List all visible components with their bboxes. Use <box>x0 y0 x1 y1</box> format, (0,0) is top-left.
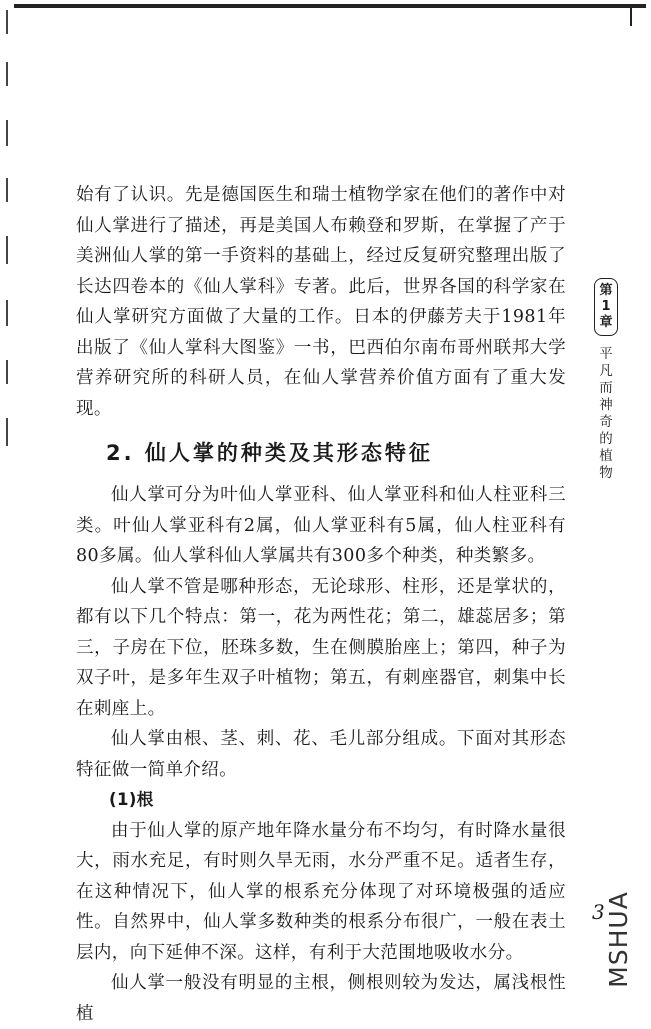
margin-tick <box>6 418 8 446</box>
section-paragraph-2: 仙人掌不管是哪种形态，无论球形、柱形，还是掌状的，都有以下几个特点：第一，花为两性花；第二，雄蕊居多；第三，子房在下位，胚珠多数，生在侧膜胎座上；第四，种子为双子叶，是多年生双子叶植物；第五，有刺座器官，刺集中长在刺座上。 <box>76 576 566 719</box>
margin-tick <box>6 120 8 146</box>
section-heading: 2. 仙人掌的种类及其形态特征 <box>106 441 433 465</box>
chapter-title-char: 物 <box>599 465 613 481</box>
chapter-title-char: 植 <box>599 448 613 464</box>
margin-tick <box>6 360 8 384</box>
watermark-text: MSHUA <box>603 890 633 988</box>
chapter-label-char: 1 <box>601 299 611 314</box>
chapter-title-char: 奇 <box>599 414 613 430</box>
subsection-heading: (1)根 <box>109 790 154 809</box>
chapter-label-box <box>594 278 618 336</box>
chapter-title-char: 而 <box>599 380 613 396</box>
chapter-label-char: 章 <box>599 315 613 330</box>
subsection-paragraph-2: 仙人掌一般没有明显的主根，侧根则较为发达，属浅根性植 <box>76 973 566 1024</box>
page-body <box>76 180 566 1029</box>
margin-tick <box>6 300 8 326</box>
chapter-title-char: 平 <box>599 346 613 362</box>
margin-tick <box>6 236 8 264</box>
top-rule-corner <box>630 4 632 26</box>
chapter-title <box>599 346 613 482</box>
section-paragraph-1: 仙人掌可分为叶仙人掌亚科、仙人掌亚科和仙人柱亚科三类。叶仙人掌亚科有2属，仙人掌亚科有5属，仙人柱亚科有80多属。仙人掌科仙人掌属共有300多个种类，种类繁多。 <box>76 485 566 566</box>
subsection-paragraph-1: 由于仙人掌的原产地年降水量分布不均匀，有时降水量很大，雨水充足，有时则久旱无雨，水分严重不足。适者生存，在这种情况下，仙人掌的根系充分体现了对环境极强的适应性。自然界中，仙人掌多数种类的根系分布很广，一般在表土层内，向下延伸不深。这样，有利于大范围地吸收水分。 <box>76 820 566 963</box>
chapter-tab <box>592 278 620 482</box>
intro-paragraph: 始有了认识。先是德国医生和瑞士植物学家在他们的著作中对仙人掌进行了描述，再是美国人布赖登和罗斯，在掌握了产于美洲仙人掌的第一手资料的基础上，经过反复研究整理出版了长达四卷本的《仙人掌科》专著。此后，世界各国的科学家在仙人掌研究方面做了大量的工作。日本的伊藤芳夫于1981年出版了《仙人掌科大图鉴》一书，巴西伯尔南布哥州联邦大学营养研究所的科研人员，在仙人掌营养价值方面有了重大发现。 <box>76 185 566 419</box>
page-number: 3 <box>592 900 605 924</box>
watermark <box>603 880 633 998</box>
margin-tick <box>6 10 8 34</box>
chapter-label-char: 第 <box>599 283 613 298</box>
chapter-title-char: 凡 <box>599 363 613 379</box>
chapter-title-char: 神 <box>599 397 613 413</box>
margin-tick <box>6 62 8 86</box>
top-rule <box>14 4 646 8</box>
margin-tick <box>6 178 8 202</box>
chapter-title-char: 的 <box>599 431 613 447</box>
section-paragraph-3: 仙人掌由根、茎、刺、花、毛儿部分组成。下面对其形态特征做一简单介绍。 <box>76 729 566 780</box>
